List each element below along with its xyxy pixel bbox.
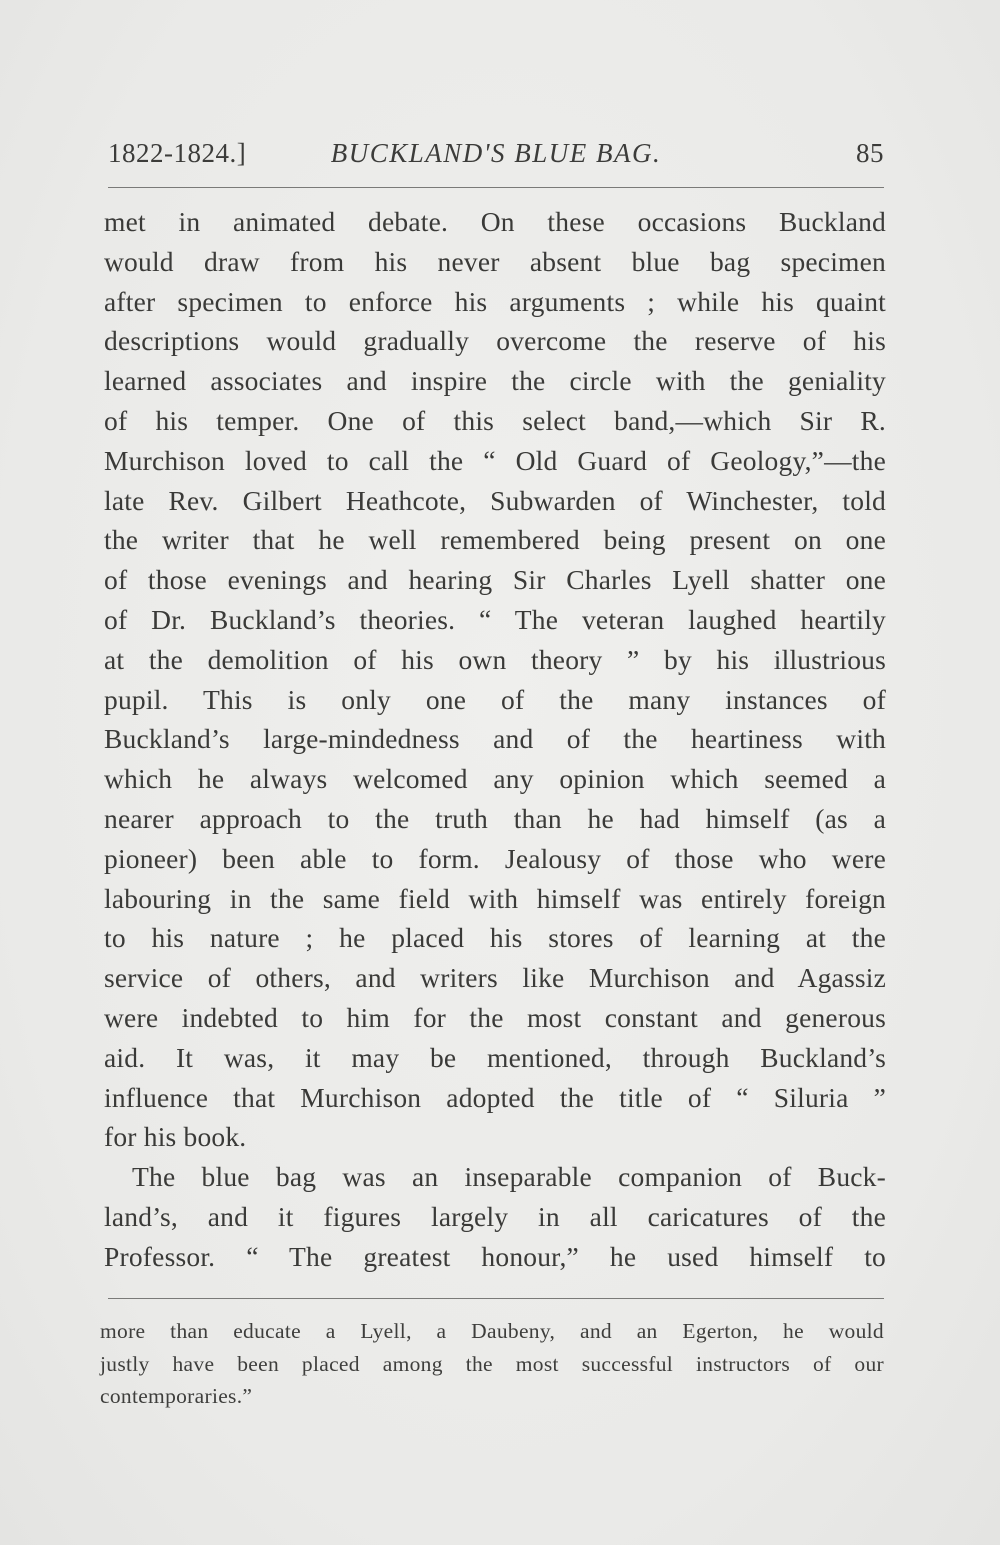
page-number: 85 <box>856 138 884 168</box>
text-line: to his nature ; he placed his stores of learning at the <box>104 922 886 954</box>
header-rule <box>108 187 884 188</box>
footnote-rule <box>108 1298 884 1299</box>
text-line: of Dr. Buckland’s theories. “ The veteran laughed heartily <box>104 603 886 635</box>
text-line: which he always welcomed any opinion which seemed a <box>104 763 886 795</box>
text-line: nearer approach to the truth than he had himself (as a <box>104 802 886 834</box>
text-line: of those evenings and hearing Sir Charles Lyell shatter one <box>104 564 886 596</box>
text-line: Professor. “ The greatest honour,” he used himself to <box>104 1240 886 1272</box>
text-line: after specimen to enforce his arguments ; while his quaint <box>104 285 886 317</box>
text-line: pioneer) been able to form. Jealousy of those who were <box>104 842 886 874</box>
body-text <box>104 202 886 1277</box>
running-head-title: BUCKLAND'S BLUE BAG. <box>330 138 662 168</box>
text-line: of his temper. One of this select band,—which Sir R. <box>104 404 886 436</box>
text-line: pupil. This is only one of the many instances of <box>104 683 886 715</box>
text-line: aid. It was, it may be mentioned, through Buckland’s <box>104 1041 886 1073</box>
footnote <box>100 1315 884 1413</box>
running-head <box>108 138 884 174</box>
text-line: the writer that he well remembered being present on one <box>104 524 886 556</box>
text-line: met in animated debate. On these occasions Buckland <box>104 206 886 237</box>
text-line: land’s, and it figures largely in all caricatures of the <box>104 1200 886 1232</box>
text-line: would draw from his never absent blue bag specimen <box>104 245 886 277</box>
text-line: at the demolition of his own theory ” by his illustrious <box>104 643 886 675</box>
text-line: descriptions would gradually overcome the reserve of his <box>104 325 886 357</box>
footnote-line: contemporaries.” <box>100 1384 253 1408</box>
text-line: for his book. <box>104 1121 247 1153</box>
text-line: service of others, and writers like Murchison and Agassiz <box>104 962 886 994</box>
text-line: influence that Murchison adopted the title of “ Siluria ” <box>104 1081 886 1113</box>
text-line: The blue bag was an inseparable companion of Buck- <box>132 1161 886 1193</box>
running-head-years: 1822-1824.] <box>108 138 247 168</box>
footnote-line: more than educate a Lyell, a Daubeny, and an Egerton, he would <box>100 1319 884 1343</box>
text-line: learned associates and inspire the circle with the geniality <box>104 365 886 397</box>
text-line: late Rev. Gilbert Heathcote, Subwarden of Winchester, told <box>104 484 886 516</box>
text-line: Murchison loved to call the “ Old Guard of Geology,”—the <box>104 444 886 476</box>
text-line: labouring in the same field with himself was entirely foreign <box>104 882 886 914</box>
footnote-line: justly have been placed among the most successful instructors of our <box>100 1351 884 1376</box>
text-line: were indebted to him for the most constant and generous <box>104 1001 886 1033</box>
text-line: Buckland’s large-mindedness and of the heartiness with <box>104 723 886 755</box>
